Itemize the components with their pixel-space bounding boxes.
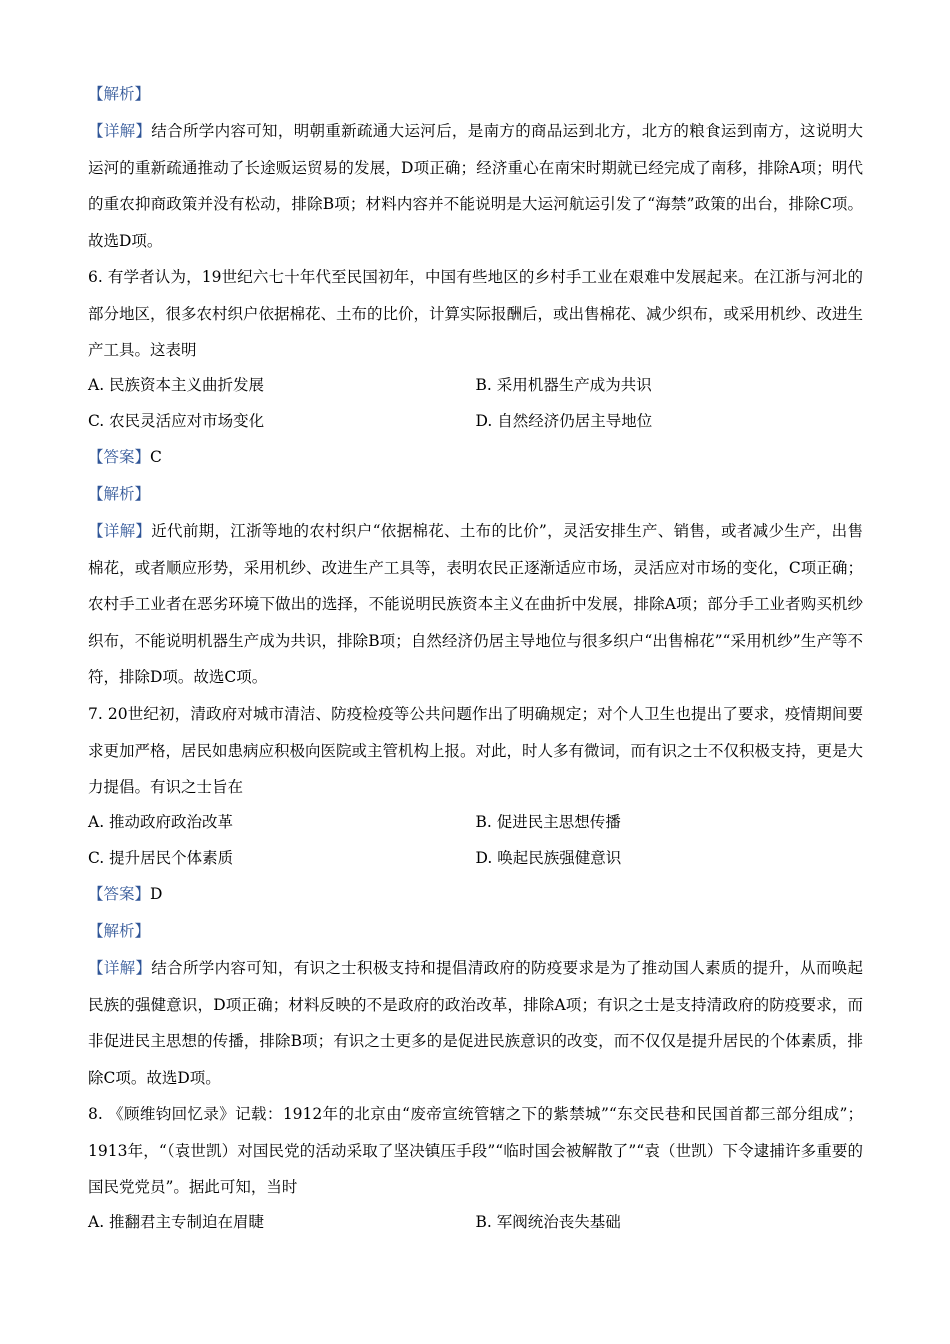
analysis-label-2: 【解析】 [88, 485, 151, 503]
q6-options-row2 [88, 404, 863, 440]
q6-detail: 【详解】近代前期，江浙等地的农村织户“依据棉花、土布的比价”，灵活安排生产、销售，或者减少生产，出售棉花，或者顺应形势，采用机纱、改进生产工具等，表明农民正逐渐适应市场，灵活应对市场的变化，C项正确；农村手工业者在恶劣环境下做出的选择，不能说明民族资本主义在曲折中发展，排除A项；部分手工业者购买机纱织布，不能说明机器生产成为共识，排除B项；自然经济仍居主导地位与很多织户“出售棉花”“采用机纱”生产等不符，排除D项。故选C项。 [88, 522, 863, 686]
q5-detail: 【详解】结合所学内容可知，明朝重新疏通大运河后，是南方的商品运到北方，北方的粮食运到南方，这说明大运河的重新疏通推动了长途贩运贸易的发展，D项正确；经济重心在南宋时期就已经完成了南移，排除A项；明代的重农抑商政策并没有松动，排除B项；材料内容并不能说明是大运河航运引发了“海禁”政策的出台，排除C项。故选D项。 [88, 122, 863, 250]
question-6: 6. 有学者认为，19世纪六七十年代至民国初年，中国有些地区的乡村手工业在艰难中发展起来。在江浙与河北的部分地区，很多农村织户依据棉花、土布的比价，计算实际报酬后，或出售棉花、减少织布，或采用机纱、改进生产工具。这表明 [88, 268, 864, 359]
q7-answer: 【答案】D [88, 885, 163, 903]
q8-option-a: A. 推翻君主专制迫在眉睫 [88, 1213, 265, 1231]
q7-options-row2 [88, 841, 863, 877]
q6-option-c: C. 农民灵活应对市场变化 [88, 411, 265, 430]
q6-answer: 【答案】C [88, 448, 162, 466]
q6-option-a: A. 民族资本主义曲折发展 [88, 376, 265, 394]
q6-option-b: B. 采用机器生产成为共识 [475, 376, 652, 394]
question-8: 8. 《顾维钧回忆录》记载：1912年的北京由“废帝宣统管辖之下的紫禁城”“东交民巷和民国首都三部分组成”；1913年，“（袁世凯）对国民党的活动采取了坚决镇压手段”“临时国会被解散了”“袁（世凯）下令逮捕许多重要的国民党党员”。据此可知，当时 [88, 1105, 863, 1196]
q7-detail: 【详解】结合所学内容可知，有识之士积极支持和提倡清政府的防疫要求是为了推动国人素质的提升，从而唤起民族的强健意识，D项正确；材料反映的不是政府的政治改革，排除A项；有识之士是支持清政府的防疫要求，而非促进民主思想的传播，排除B项；有识之士更多的是促进民族意识的改变，而不仅仅是提升居民的个体素质，排除C项。故选D项。 [88, 959, 863, 1087]
q6-options-row1 [88, 368, 863, 404]
q7-options-row1 [88, 805, 863, 841]
q6-option-d: D. 自然经济仍居主导地位 [475, 411, 653, 430]
analysis-label-1: 【解析】 [88, 85, 151, 103]
q7-option-b: B. 促进民主思想传播 [475, 813, 621, 831]
document-page [88, 76, 863, 1241]
q7-option-d: D. 唤起民族强健意识 [475, 848, 622, 867]
q8-options-row1 [88, 1205, 863, 1241]
analysis-label-3: 【解析】 [88, 922, 151, 940]
q7-option-a: A. 推动政府政治改革 [88, 813, 234, 831]
q8-option-b: B. 军阀统治丧失基础 [475, 1213, 621, 1231]
question-7: 7. 20世纪初，清政府对城市清洁、防疫检疫等公共问题作出了明确规定；对个人卫生也提出了要求，疫情期间要求更加严格，居民如患病应积极向医院或主管机构上报。对此，时人多有微词，而有识之士不仅积极支持，更是大力提倡。有识之士旨在 [88, 705, 864, 796]
q7-option-c: C. 提升居民个体素质 [88, 848, 234, 867]
